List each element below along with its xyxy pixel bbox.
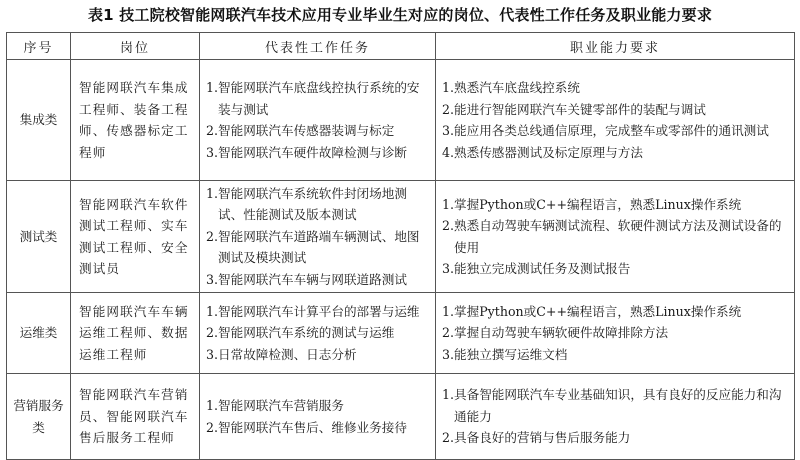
task-item: 3.智能网联汽车硬件故障检测与诊断 (206, 144, 407, 160)
header-abilities: 职业能力要求 (436, 33, 795, 60)
tasks-cell (200, 374, 436, 460)
header-index: 序号 (7, 33, 71, 60)
task-item: 2.智能网联汽车系统的测试与运维 (206, 325, 395, 341)
ability-item: 3.能独立完成测试任务及测试报告 (442, 261, 631, 276)
header-row (7, 33, 795, 60)
ability-item: 2.掌握自动驾驶车辆软硬件故障排除方法 (442, 325, 669, 341)
task-item: 1.智能网联汽车营销服务 (206, 398, 344, 413)
category-cell: 测试类 (7, 181, 71, 293)
table-row (7, 60, 795, 181)
table-row (7, 181, 795, 293)
table-title: 表1 技工院校智能网联汽车技术应用专业毕业生对应的岗位、代表性工作任务及职业能力要求 (87, 6, 713, 24)
task-item: 1.智能网联汽车底盘线控执行系统的安装与测试 (206, 80, 420, 117)
task-item: 3.日常故障检测、日志分析 (206, 346, 357, 362)
ability-item: 2.能进行智能网联汽车关键零部件的装配与调试 (442, 101, 706, 117)
tasks-cell (200, 293, 436, 374)
ability-item: 1.掌握Python或C++编程语言，熟悉Linux操作系统 (442, 196, 742, 212)
positions-cell: 智能网联汽车集成工程师、装备工程师、传感器标定工程师 (71, 60, 200, 181)
ability-item: 4.熟悉传感器测试及标定原理与方法 (442, 144, 643, 160)
table-row (7, 374, 795, 460)
tasks-cell (200, 181, 436, 293)
abilities-cell (436, 293, 795, 374)
task-item: 2.智能网联汽车售后、维修业务接待 (206, 419, 407, 435)
positions-cell: 智能网联汽车营销员、智能网联汽车售后服务工程师 (71, 374, 200, 460)
task-item: 1.智能网联汽车系统软件封闭场地测试、性能测试及版本测试 (206, 185, 407, 223)
abilities-cell (436, 374, 795, 460)
header-tasks: 代表性工作任务 (200, 33, 436, 60)
ability-item: 3.能应用各类总线通信原理，完成整车或零部件的通讯测试 (442, 123, 769, 138)
ability-item: 1.熟悉汽车底盘线控系统 (442, 80, 580, 95)
ability-item: 2.熟悉自动驾驶车辆测试流程、软硬件测试方法及测试设备的使用 (442, 218, 782, 255)
category-cell: 营销服务类 (7, 374, 71, 460)
abilities-cell (436, 60, 795, 181)
header-position: 岗位 (71, 33, 200, 60)
ability-item: 2.具备良好的营销与售后服务能力 (442, 430, 631, 446)
task-item: 2.智能网联汽车道路端车辆测试、地图测试及模块测试 (206, 228, 420, 266)
ability-item: 1.具备智能网联汽车专业基础知识，具有良好的反应能力和沟通能力 (442, 387, 782, 424)
ability-item: 1.掌握Python或C++编程语言，熟悉Linux操作系统 (442, 303, 742, 319)
job-requirements-table (6, 32, 795, 460)
positions-cell: 智能网联汽车车辆运维工程师、数据运维工程师 (71, 293, 200, 374)
tasks-cell (200, 60, 436, 181)
positions-cell: 智能网联汽车软件测试工程师、实车测试工程师、安全测试员 (71, 181, 200, 293)
task-item: 2.智能网联汽车传感器装调与标定 (206, 123, 395, 138)
table-row (7, 293, 795, 374)
category-cell: 运维类 (7, 293, 71, 374)
task-item: 3.智能网联汽车车辆与网联道路测试 (206, 271, 407, 287)
category-cell: 集成类 (7, 60, 71, 181)
task-item: 1.智能网联汽车计算平台的部署与运维 (206, 303, 420, 319)
abilities-cell (436, 181, 795, 293)
ability-item: 3.能独立撰写运维文档 (442, 346, 568, 362)
